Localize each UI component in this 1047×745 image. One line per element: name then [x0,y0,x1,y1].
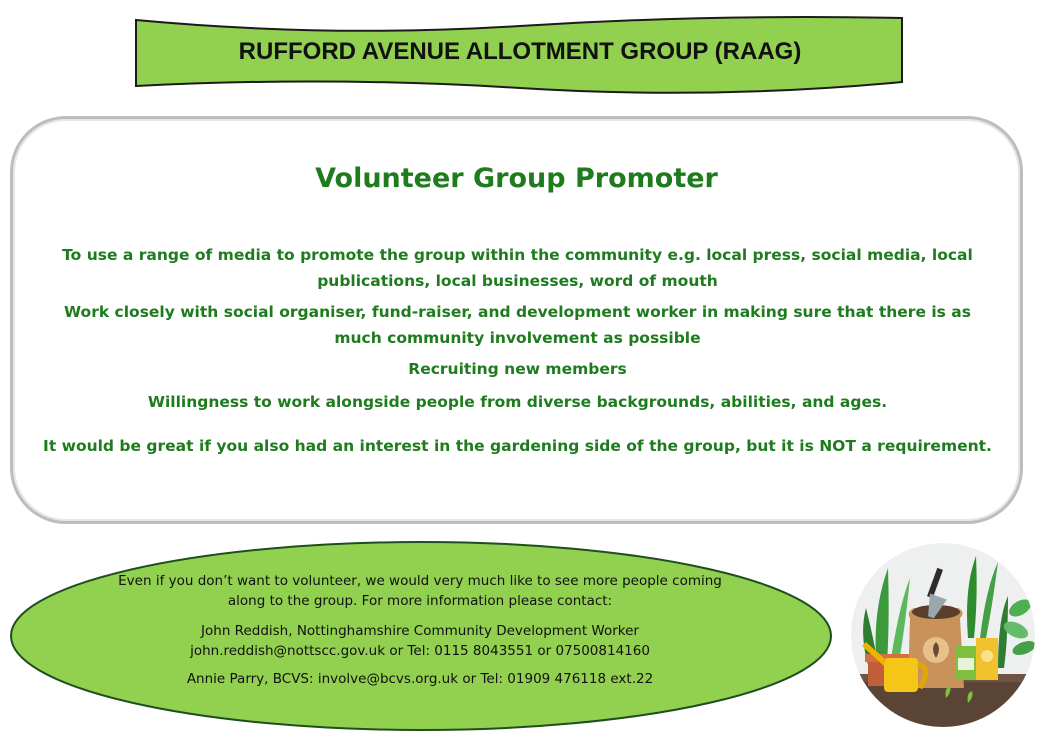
gardening-illustration-icon [848,538,1038,733]
duty-diversity: Willingness to work alongside people from diverse backgrounds, abilities, and ages. [147,393,888,411]
gardening-note: It would be great if you also had an interest in the gardening side of the group, but it is NOT a requirement. [43,437,992,455]
duty-recruiting: Recruiting new members [408,360,627,378]
contact-person2: Annie Parry, BCVS: involve@bcvs.org.uk or Tel: 01909 476118 ext.22 [186,671,654,687]
duty-media: To use a range of media to promote the group within the community e.g. local press, social media, local publications, local businesses, word of mouth [62,246,973,290]
role-title: Volunteer Group Promoter [315,163,718,194]
header-title: RUFFORD AVENUE ALLOTMENT GROUP (RAAG) [238,38,802,65]
contact-person1-role: John Reddish, Nottinghamshire Community Development Worker [201,623,639,639]
contact-person1-details: john.reddish@nottscc.gov.uk or Tel: 0115 8043551 or 07500814160 [190,643,650,659]
contact-intro: Even if you don’t want to volunteer, we would very much like to see more people coming along to the group. For more information please contact: [118,573,722,609]
duty-collaboration: Work closely with social organiser, fund-raiser, and development worker in making sure that there is as much community involvement as possible [64,303,971,347]
